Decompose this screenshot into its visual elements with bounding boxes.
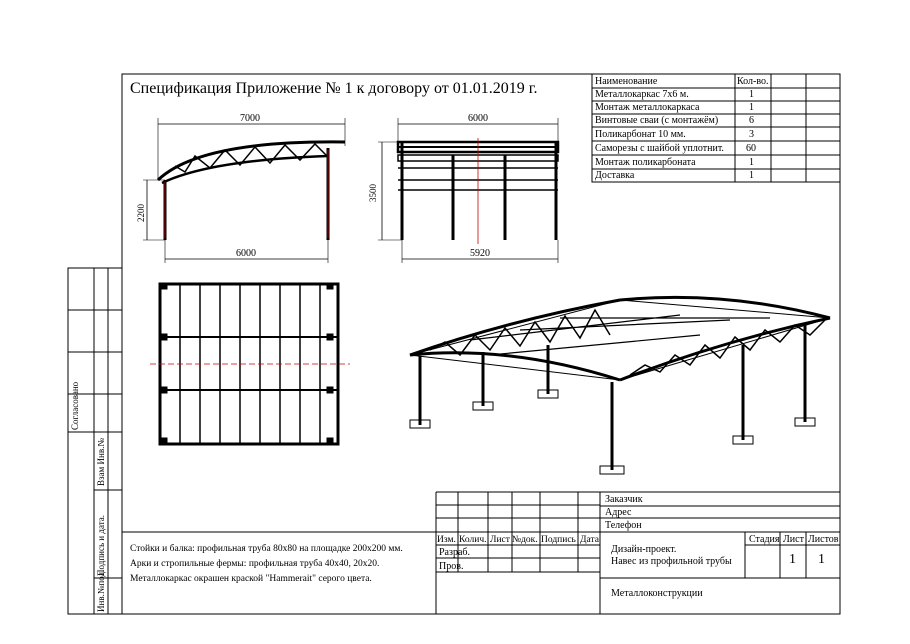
stamp-col-kolich: Колич. (459, 535, 487, 545)
spec-row-name: Поликарбонат 10 мм. (595, 129, 686, 140)
spec-row-qty: 1 (749, 102, 754, 113)
stamp-list-value: 1 (789, 552, 796, 567)
note-line: Металлокаркас окрашен краской "Hammerait" серого цвета. (130, 574, 372, 584)
dim-front-height: 3500 (368, 184, 378, 202)
stamp-organization: Металлоконструкции (611, 588, 703, 599)
stamp-col-list: Лист (490, 535, 510, 545)
stamp-listov: Листов (808, 534, 839, 545)
stamp-col-izm: Изм. (437, 535, 456, 545)
note-line: Стойки и балка: профильная труба 80х80 на площадке 200х200 мм. (130, 544, 403, 554)
dim-front-bottom: 5920 (470, 248, 490, 259)
spec-row-qty: 1 (749, 157, 754, 168)
note-line: Арки и стропильные фермы: профильная труба 40х40, 20х20. (130, 559, 380, 569)
side-stamp-inv-podl: Инв.№под. (96, 569, 106, 612)
stamp-col-ndok: №док. (512, 535, 538, 545)
spec-row-name: Винтовые сваи (с монтажём) (595, 115, 719, 126)
plan-view-drawing (150, 283, 350, 444)
spec-header-name: Наименование (595, 76, 658, 87)
dim-front-top: 6000 (468, 113, 488, 124)
stamp-address: Адрес (605, 507, 632, 518)
stamp-col-podpis: Подпись (541, 535, 576, 545)
stamp-razrab: Разраб. (439, 547, 470, 558)
spec-row-name: Саморезы с шайбой уплотнит. (595, 143, 724, 154)
spec-row-name: Доставка (595, 170, 635, 181)
stamp-prov: Пров. (439, 561, 464, 572)
side-stamp-podpis-data: Подпись и дата. (96, 515, 106, 576)
stamp-list: Лист (783, 534, 804, 545)
front-view-drawing (378, 118, 558, 263)
stamp-col-data: Дата (580, 535, 599, 545)
dim-side-height: 2200 (136, 204, 146, 222)
spec-row-qty: 3 (749, 129, 754, 140)
side-view-drawing (143, 118, 345, 263)
spec-row-qty: 1 (749, 170, 754, 181)
spec-row-qty: 6 (749, 115, 754, 126)
page-title: Спецификация Приложение № 1 к договору от 01.01.2019 г. (130, 80, 538, 97)
stamp-customer: Заказчик (605, 494, 643, 505)
dim-side-top: 7000 (240, 113, 260, 124)
spec-row-name: Металлокаркас 7х6 м. (595, 89, 689, 100)
stamp-project-line2: Навес из профильной трубы (611, 556, 732, 567)
stamp-project-line1: Дизайн-проект. (611, 544, 677, 555)
spec-header-qty: Кол-во. (737, 76, 769, 87)
side-stamp-soglasovano: Согласовано (70, 381, 80, 430)
stamp-phone: Телефон (605, 520, 642, 531)
isometric-view-drawing (410, 297, 830, 474)
spec-row-name: Монтаж металлокаркаса (595, 102, 700, 113)
side-stamp-inv-vzam: Взам Инв.№ (96, 438, 106, 486)
stamp-stadiya: Стадия (749, 534, 780, 545)
spec-row-qty: 60 (746, 143, 756, 154)
spec-row-name: Монтаж поликарбоната (595, 157, 696, 168)
spec-row-qty: 1 (749, 89, 754, 100)
stamp-listov-value: 1 (818, 552, 825, 567)
dim-side-bottom: 6000 (236, 248, 256, 259)
